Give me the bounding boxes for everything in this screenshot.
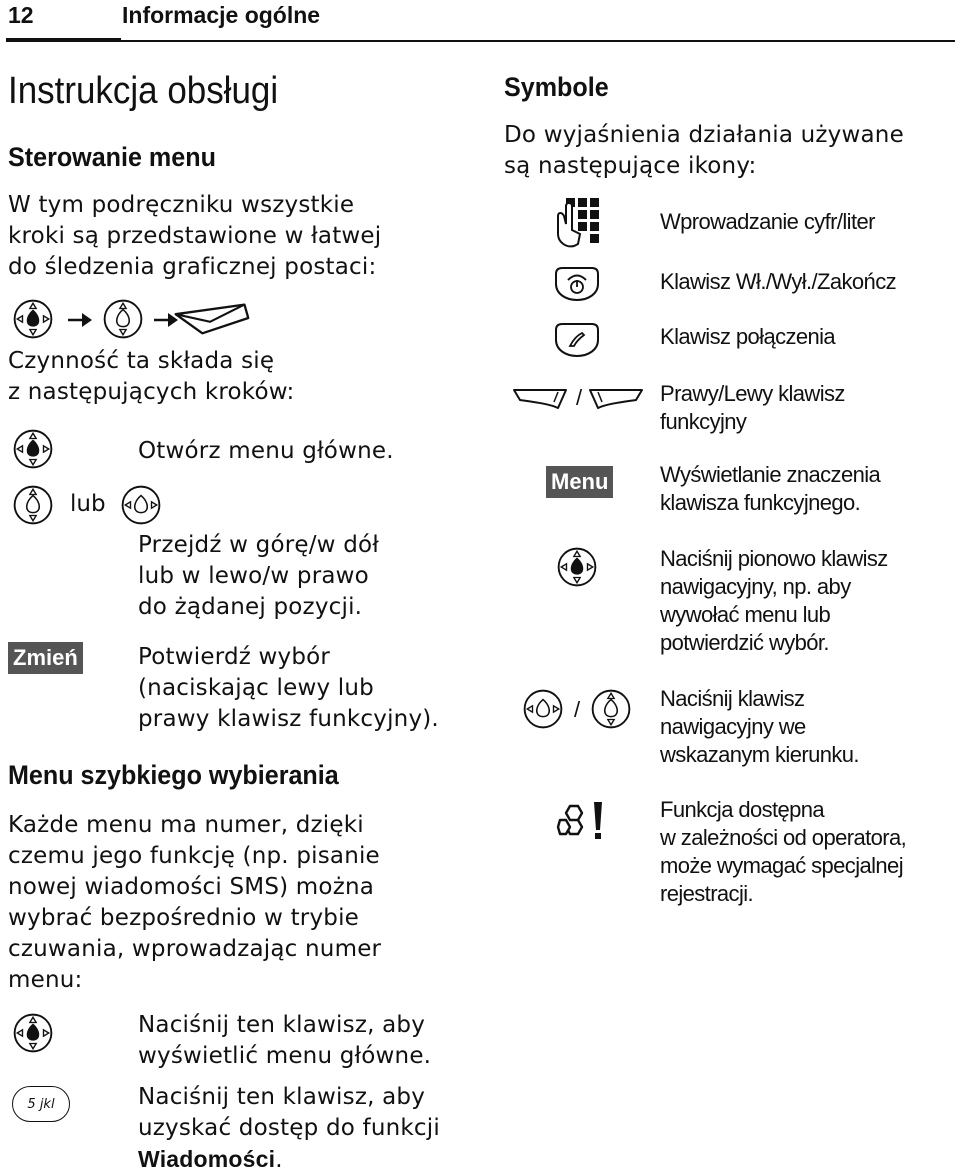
nav-key-press-icon — [12, 298, 54, 340]
header-rule-thick — [6, 38, 121, 42]
steps-intro: Czynność ta składa się z następujących kroków: — [8, 348, 295, 405]
messages-bold-label: Wiadomości — [138, 1146, 276, 1172]
power-key-icon — [554, 262, 600, 302]
page-title: Instrukcja obsługi — [8, 70, 279, 112]
section-title: Informacje ogólne — [122, 2, 321, 28]
nav-key-leftright-icon — [522, 688, 564, 730]
left-softkey-icon — [510, 386, 570, 412]
or-label: lub — [70, 491, 106, 517]
symbol-desc-power: Klawisz Wł./Wył./Zakończ — [660, 269, 896, 294]
nav-key-leftright-icon — [120, 484, 162, 526]
step-confirm: Potwierdź wybór (naciskając lewy lub prawy klawisz funkcyjny). — [138, 644, 439, 732]
envelope-icon — [168, 298, 254, 338]
nav-key-press-icon — [12, 428, 54, 470]
symbol-desc-softkeys: Prawy/Lewy klawisz funkcyjny — [660, 381, 845, 434]
menu-control-intro: W tym podręczniku wszystkie kroki są przedstawione w łatwej do śledzenia graficznej postaci: — [8, 192, 382, 280]
speed-step-access: Naciśnij ten klawisz, aby uzyskać dostęp do funkcji Wiadomości. — [138, 1084, 440, 1173]
header-rule-thin — [121, 40, 955, 42]
speed-menu-text: Każde menu ma numer, dzięki czemu jego funkcję (np. pisanie nowej wiadomości SMS) można wybrać bezpośrednio w trybie czuwania, wprowadzając numer menu: — [8, 812, 382, 993]
keypad-icon — [552, 196, 604, 250]
symbol-desc-nav-press: Naciśnij pionowo klawisz nawigacyjny, np. aby wywołać menu lub potwierdzić wybór. — [660, 546, 888, 655]
page-number: 12 — [8, 2, 34, 28]
menu-softkey-label: Menu — [546, 466, 613, 498]
symbol-desc-menu-label: Wyświetlanie znaczenia klawisza funkcyjnego. — [660, 462, 881, 515]
symbols-heading: Symbole — [504, 72, 609, 102]
speed-menu-heading: Menu szybkiego wybierania — [8, 760, 339, 790]
step-navigate: Przejdź w górę/w dół lub w lewo/w prawo do żądanej pozycji. — [138, 532, 379, 620]
menu-control-heading: Sterowanie menu — [8, 142, 216, 172]
nav-key-updown-icon — [590, 688, 632, 730]
page-header — [0, 0, 960, 46]
zmien-softkey-label: Zmień — [8, 642, 83, 674]
nav-key-press-icon — [12, 1012, 54, 1054]
nav-key-updown-icon — [12, 484, 54, 526]
speed-step-open: Naciśnij ten klawisz, aby wyświetlić menu główne. — [138, 1012, 432, 1069]
symbol-desc-operator: Funkcja dostępna w zależności od operatora, może wymagać specjalnej rejestracji. — [660, 797, 907, 906]
symbol-desc-keypad: Wprowadzanie cyfr/liter — [660, 209, 875, 234]
nav-key-updown-icon — [102, 298, 144, 340]
operator-function-icon — [556, 800, 610, 842]
nav-key-press-icon — [556, 546, 598, 588]
arrow-right-icon — [66, 310, 96, 330]
key-5-icon: 5 jkl — [12, 1086, 70, 1122]
symbol-desc-call: Klawisz połączenia — [660, 324, 836, 349]
slash-separator: / — [574, 697, 581, 722]
step-open-menu: Otwórz menu główne. — [138, 438, 394, 464]
right-softkey-icon — [586, 386, 646, 412]
symbol-desc-nav-direction: Naciśnij klawisz nawigacyjny we wskazanym kierunku. — [660, 686, 859, 767]
slash-separator: / — [576, 385, 583, 410]
call-key-icon — [554, 318, 600, 358]
symbols-intro: Do wyjaśnienia działania używane są następujące ikony: — [504, 122, 904, 179]
